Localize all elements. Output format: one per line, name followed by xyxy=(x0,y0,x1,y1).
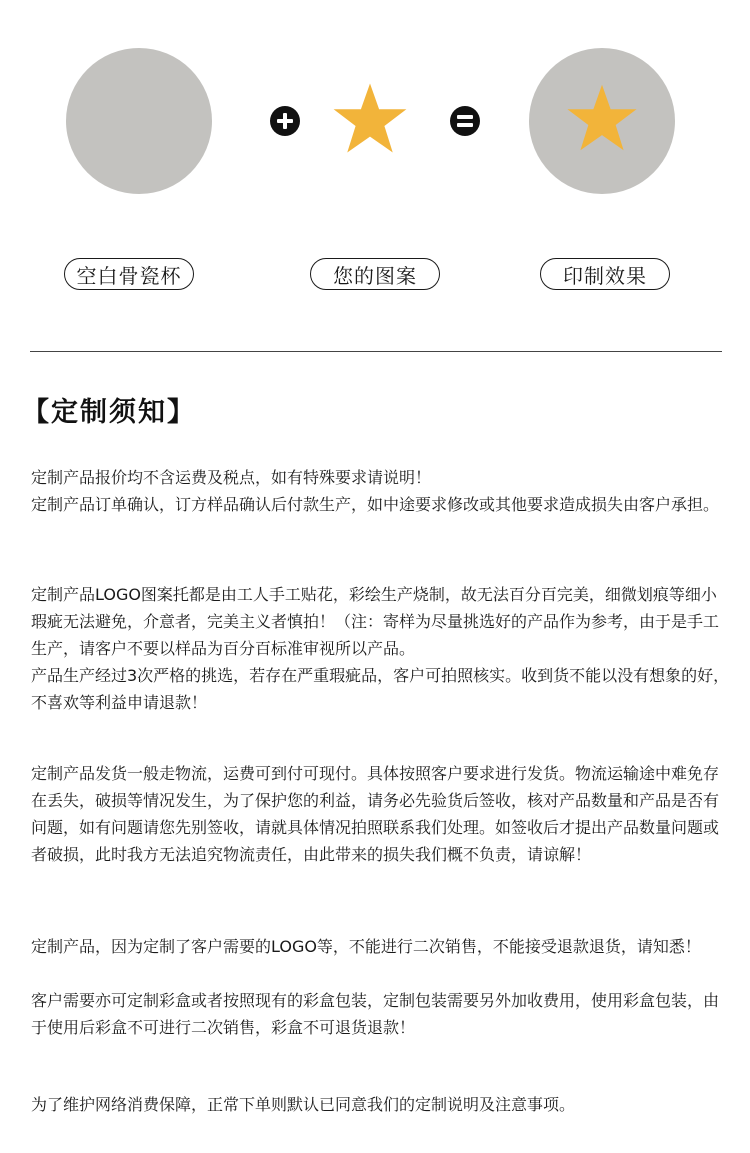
notice-paragraph: 产品生产经过3次严格的挑选，若存在严重瑕疵品，客户可拍照核实。收到货不能以没有想象的好，不喜欢等利益申请退款！ xyxy=(31,666,730,712)
result-star-icon xyxy=(566,83,638,152)
notice-paragraph: 为了维护网络消费保障，正常下单则默认已同意我们的定制说明及注意事项。 xyxy=(31,1095,576,1114)
your-pattern-label: 您的图案 xyxy=(310,258,440,290)
section-divider xyxy=(30,351,722,352)
blank-cup-label: 空白骨瓷杯 xyxy=(64,258,194,290)
notice-paragraph: 定制产品订单确认，订方样品确认后付款生产，如中途要求修改或其他要求造成损失由客户承担。 xyxy=(31,495,720,514)
notice-paragraph: 定制产品，因为定制了客户需要的LOGO等，不能进行二次销售，不能接受退款退货，请知悉！ xyxy=(31,937,701,956)
plus-icon xyxy=(270,106,300,136)
print-result-label: 印制效果 xyxy=(540,258,670,290)
customization-diagram xyxy=(0,0,750,340)
notice-paragraph: 定制产品LOGO图案托都是由工人手工贴花，彩绘生产烧制，故无法百分百完美，细微划痕等细小瑕疵无法避免，介意者，完美主义者慎拍！（注：寄样为尽量挑选好的产品作为参考，由于是手工生产，请客户不要以样品为百分百标准审视所以产品。 xyxy=(31,585,720,658)
blank-cup-circle xyxy=(66,48,212,194)
equals-icon xyxy=(450,106,480,136)
star-icon xyxy=(332,82,408,154)
notice-paragraph: 定制产品发货一般走物流，运费可到付可现付。具体按照客户要求进行发货。物流运输途中难免存在丢失，破损等情况发生，为了保护您的利益，请务必先验货后签收，核对产品数量和产品是否有问题，如有问题请您先别签收，请就具体情况拍照联系我们处理。如签收后才提出产品数量问题或者破损，此时我方无法追究物流责任，由此带来的损失我们概不负责，请谅解！ xyxy=(31,764,720,864)
notice-title: 【定制须知】 xyxy=(22,397,196,428)
notice-paragraph: 定制产品报价均不含运费及税点，如有特殊要求请说明！ xyxy=(31,468,432,487)
notice-paragraph: 客户需要亦可定制彩盒或者按照现有的彩盒包装，定制包装需要另外加收费用，使用彩盒包装，由于使用后彩盒不可进行二次销售，彩盒不可退货退款！ xyxy=(31,991,720,1037)
